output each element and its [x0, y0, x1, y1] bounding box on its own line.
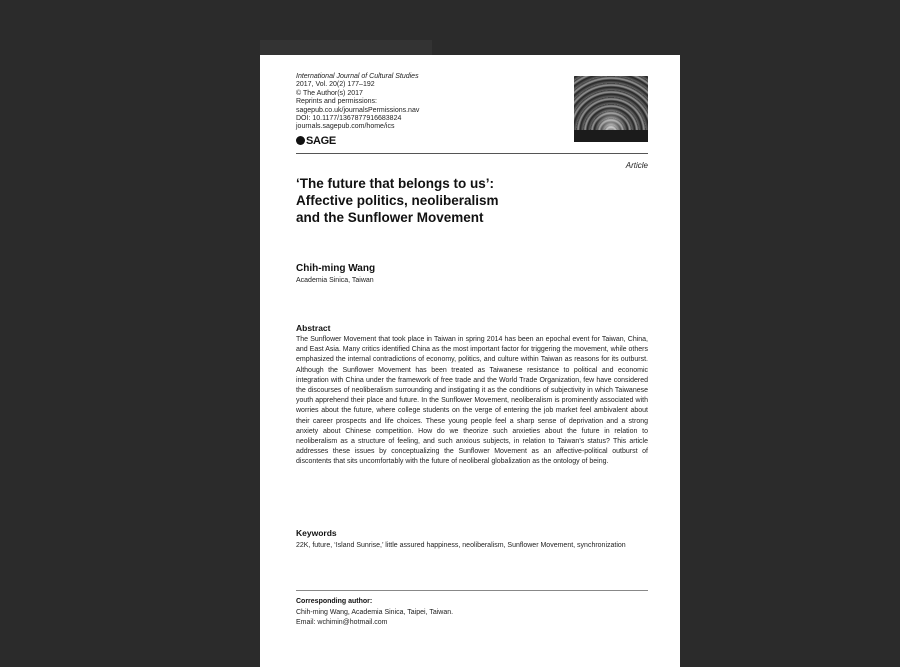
title-line-2: Affective politics, neoliberalism — [296, 193, 499, 208]
corresponding-author-address: Chih-ming Wang, Academia Sinica, Taipei, Taiwan. — [296, 609, 454, 616]
title-line-3: and the Sunflower Movement — [296, 210, 484, 225]
title-line-1: ‘The future that belongs to us’: — [296, 176, 494, 191]
journal-info — [296, 73, 419, 132]
journal-cover-image — [574, 76, 648, 142]
sage-logo-text: SAGE — [306, 135, 336, 147]
corresponding-author-email[interactable]: Email: wchimin@hotmail.com — [296, 619, 388, 626]
journal-name: International Journal of Cultural Studies — [296, 73, 419, 80]
abstract-heading: Abstract — [296, 323, 331, 333]
sage-logo — [296, 135, 336, 147]
journal-doi[interactable]: DOI: 10.1177/1367877916683824 — [296, 115, 402, 123]
corresponding-author-heading: Corresponding author: — [296, 598, 373, 605]
journal-volume: 2017, Vol. 20(2) 177–192 — [296, 81, 375, 89]
author-name: Chih-ming Wang — [296, 263, 376, 274]
keywords-heading: Keywords — [296, 528, 337, 538]
journal-copyright: © The Author(s) 2017 — [296, 89, 363, 97]
header-divider — [296, 153, 648, 154]
page-top-strip — [260, 40, 432, 56]
journal-reprints-url[interactable]: sagepub.co.uk/journalsPermissions.nav — [296, 106, 420, 114]
abstract-text: The Sunflower Movement that took place in Taiwan in spring 2014 has been an epochal event for Taiwan, China, and East Asia. Many critics identified China as the most important factor for triggering the movement, while others emphasized the internal contradictions of economy, politics, and culture within Taiwan as reasons for its outburst. Although the Sunflower Movement has been treated as Taiwanese resistance to political and economic integration with China under the framework of free trade and the World Trade Organization, few have considered the discourses of neoliberalism surrounding and instigating it as the conditions of subjectivity in which Taiwanese youth apprehend their place and future. In the Sunflower Movement, neoliberalism is prominently associated with worries about the future, where college students on the verge of entering the job market feel ambivalent about their career prospects and life choices. These young people feel a sharp sense of deprivation and a strong anxiety about Chinese competition. How do we theorize such anxieties about the future in relation to neoliberalism as a structure of feeling, and such anxious subjects, in relation to Taiwan’s status? This article addresses these issues by conceptualizing the Sunflower Movement as an affective-political outburst of discontents that sits uncomfortably with the future of neoliberal globalization as the ontology of being. — [296, 336, 648, 466]
footnote-divider — [296, 590, 648, 591]
article-page — [260, 55, 680, 667]
keywords-text: 22K, future, ‘Island Sunrise,’ little assured happiness, neoliberalism, Sunflower Movement, synchronization — [296, 542, 626, 549]
journal-reprints: Reprints and permissions: — [296, 98, 377, 106]
article-title — [296, 175, 596, 226]
journal-site[interactable]: journals.sagepub.com/home/ics — [296, 123, 395, 131]
author-affiliation: Academia Sinica, Taiwan — [296, 277, 374, 284]
article-type-label: Article — [625, 161, 648, 170]
sage-mark-icon — [296, 136, 305, 145]
